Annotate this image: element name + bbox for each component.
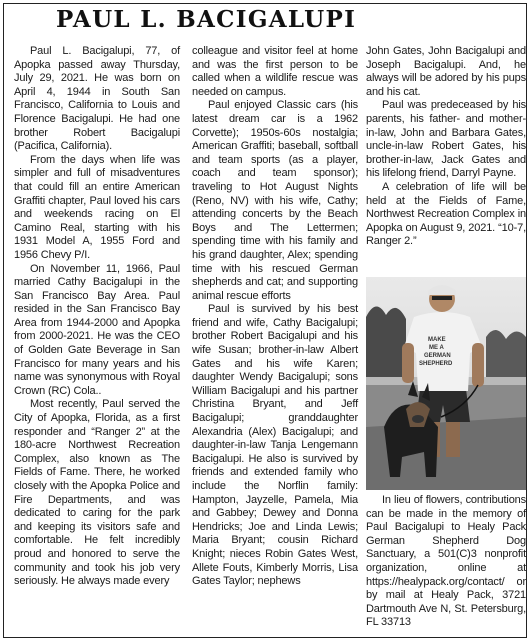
paragraph: Paul is survived by his best friend and wife, Cathy Bacigalupi; brother Robert Bacigalupi and his wife Susan; brother-in-law Albert Gates and his wife Karen; daughter Wendy Bacigalupi; sons William Bacigalupi and his partner Christina Bryant, and Jeff Bacigalupi; granddaughter Alexandria (Alex) Bacigalupi; and daughter-in-law Tanja Lengemann Bacigalupi. He also is survived by friends and extended family who include the Norflin family: Hampton, Jayzelle, Pamela, Mia and Gabbey; Dewey and Donna Hendricks; Joe and Linda Lewis; Maria Bryant; cousin Richard Knight; nieces Robin Gates West, Allete Fouts, Kimberly Morris, Lisa Gates Taylor; nephews (192, 303, 358, 588)
column-2 (192, 45, 358, 589)
paragraph: In lieu of flowers, contributions can be made in the memory of Paul Bacigalupi to Healy Pack German Shepherd Dog Sanctuary, a 501(C)3 nonprofit organization, online at https://healypack.org/contact/ or by mail at Healy Pack, 3721 Dartmouth Ave N, St. Petersburg, FL 33713 (366, 494, 526, 629)
paragraph: Paul enjoyed Classic cars (his latest dream car is a 1962 Corvette); 1950s-60s nostalgia; American Graffiti; baseball, softball and team sports (as a player, coach and team sponsor); traveling to Hot August Nights (Reno, NV) with his wife, Cathy; attending concerts by the Beach Boys and The Lettermen; spending time with his family and his grand daughter, Alex; spending time with his rescued German shepherds and cat; and supporting animal rescue efforts (192, 99, 358, 302)
obituary-title: PAUL L. BACIGALUPI (56, 6, 357, 33)
shirt-text: ME A (429, 345, 444, 351)
photo-man-with-german-shepherd-icon (366, 277, 526, 490)
paragraph: John Gates, John Bacigalupi and Joseph Bacigalupi. And, he always will be adored by his pups and his cat. (366, 45, 526, 98)
column-3 (366, 45, 526, 249)
paragraph: colleague and visitor feel at home and was the first person to be called when a wildlife rescue was needed on campus. (192, 45, 358, 98)
shirt-text: MAKE (428, 337, 446, 343)
paragraph: Paul was predeceased by his parents, his father- and mother-in-law, John and Barbara Gates, uncle-in-law Robert Gates, his brother-in-law, Jack Gates and his lifelong friend, Darryl Payne. (366, 99, 526, 180)
shirt-text: SHEPHERD (419, 361, 453, 367)
memorial-contributions (366, 494, 526, 630)
paragraph: On November 11, 1966, Paul married Cathy Bacigalupi in the San Francisco Bay Area. Paul resided in the San Francisco Bay Area from 1944-2000 and Apopka from 2000-2021. He was the CEO of Golden Gate Beverage in San Francisco for many years and his name was synonymous with Royal Crown (RC) Cola.. (14, 262, 180, 397)
shirt-text: GERMAN (424, 353, 451, 359)
paragraph: A celebration of life will be held at the Fields of Fame, Northwest Recreation Complex in Apopka on August 9, 2021. “10-7, Ranger 2.” (366, 180, 526, 248)
paragraph: Most recently, Paul served the City of Apopka, Florida, as a first responder and “Ranger 2” at the 180-acre Northwest Recreation Complex, also known as The Fields of Fame. There, he worked closely with the Apopka Police and Fire Departments, and was dedicated to caring for the park and keeping its visitors safe and comfortable. He felt incredibly proud and honored to serve the community and took his job very seriously. He always made every (14, 398, 180, 588)
paragraph: From the days when life was simpler and full of misadventures that could fill an entire American Graffiti chapter, Paul loved his cars and weekends racing on El Camino Real, starting with his 1931 Model A, 1955 Ford and 1956 Chevy P/I. (14, 153, 180, 261)
obituary-photo (366, 277, 526, 490)
paragraph: Paul L. Bacigalupi, 77, of Apopka passed away Thursday, July 29, 2021. He was born on April 4, 1944 in South San Francisco, California to Louis and Florence Bacigalupi. He had one brother Robert Bacigalupi (Pacifica, California). (14, 45, 180, 153)
column-1 (14, 45, 180, 589)
